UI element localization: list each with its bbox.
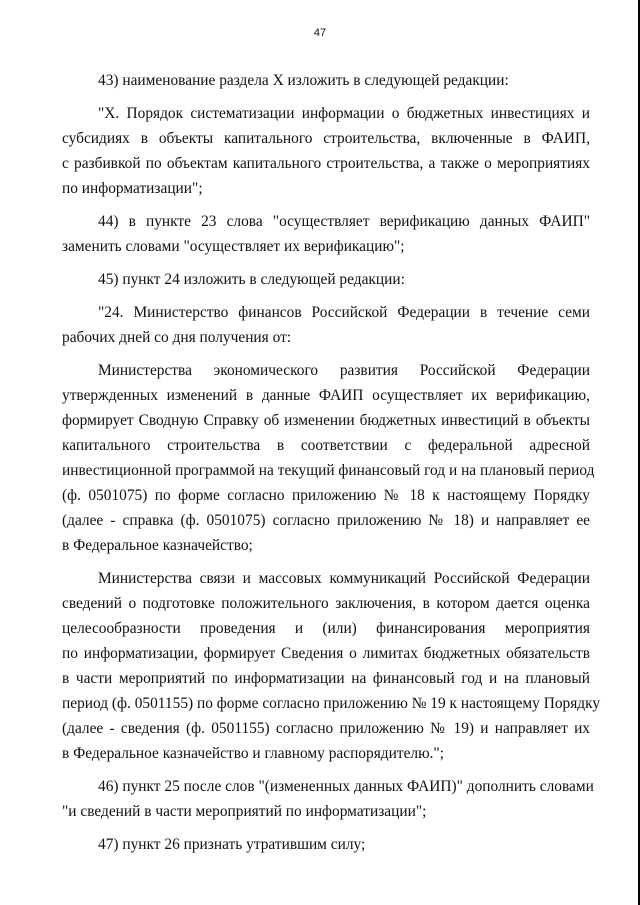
paragraph-point-24 xyxy=(62,300,590,350)
paragraph-item-44 xyxy=(62,209,590,259)
text-line: с разбивкой по объектам капитального строительства, а также о мероприятиях xyxy=(62,155,590,172)
paragraph-section-x-title xyxy=(62,101,590,201)
text-line: (далее - сведения (ф. 0501155) согласно приложению № 19) и направляет их xyxy=(62,720,590,737)
text-line: в части мероприятий по информатизации на финансовый год и на плановый xyxy=(62,670,590,687)
text-line: "X. Порядок систематизации информации о бюджетных инвестициях и xyxy=(98,105,590,122)
paragraph-item-46 xyxy=(62,774,594,824)
text-line: утвержденных изменений в данные ФАИП осуществляет их верификацию, xyxy=(62,387,590,404)
text-line: в Федеральное казначейство и главному распорядителю."; xyxy=(62,745,444,762)
text-line: капитального строительства в соответствии с федеральной адресной xyxy=(62,437,590,454)
text-line: инвестиционной программой на текущий финансовый год и на плановый период xyxy=(62,462,595,479)
text-line: Министерства экономического развития Российской Федерации xyxy=(98,362,590,379)
text-line: заменить словами "осуществляет их верификацию"; xyxy=(62,238,405,255)
text-line: "24. Министерство финансов Российской Федерации в течение семи xyxy=(98,304,590,321)
text-line: 46) пункт 25 после слов "(измененных данных ФАИП)" дополнить словами xyxy=(98,778,594,795)
paragraph-item-43 xyxy=(62,68,590,93)
text-line: "и сведений в части мероприятий по информатизации"; xyxy=(62,803,427,820)
text-line: 43) наименование раздела X изложить в следующей редакции: xyxy=(98,72,509,89)
document-body xyxy=(62,68,601,857)
text-line: рабочих дней со дня получения от: xyxy=(62,329,292,346)
paragraph-item-47 xyxy=(62,832,590,857)
text-line: период (ф. 0501155) по форме согласно приложению № 19 к настоящему Порядку xyxy=(62,695,601,712)
text-line: (ф. 0501075) по форме согласно приложению № 18 к настоящему Порядку xyxy=(62,487,590,504)
paragraph-ministry-communications xyxy=(62,566,601,766)
text-line: 44) в пункте 23 слова "осуществляет верификацию данных ФАИП" xyxy=(98,213,590,230)
text-line: по информатизации, формирует Сведения о лимитах бюджетных обязательств xyxy=(62,645,590,662)
text-line: в Федеральное казначейство; xyxy=(62,537,253,554)
text-line: Министерства связи и массовых коммуникаций Российской Федерации xyxy=(98,570,590,587)
text-line: (далее - справка (ф. 0501075) согласно приложению № 18) и направляет ее xyxy=(62,512,590,529)
text-line: субсидиях в объекты капитального строительства, включенные в ФАИП, xyxy=(62,130,590,147)
text-line: 45) пункт 24 изложить в следующей редакции: xyxy=(98,271,405,288)
text-line: 47) пункт 26 признать утратившим силу; xyxy=(98,836,366,853)
text-line: по информатизации"; xyxy=(62,180,203,197)
paragraph-ministry-economic-development xyxy=(62,358,595,558)
text-line: формирует Сводную Справку об изменении бюджетных инвестиций в объекты xyxy=(62,412,590,429)
page-number: 47 xyxy=(313,27,327,39)
text-line: сведений о подготовке положительного заключения, в котором дается оценка xyxy=(62,595,590,612)
paragraph-item-45 xyxy=(62,267,590,292)
text-line: целесообразности проведения и (или) финансирования мероприятия xyxy=(62,620,590,637)
